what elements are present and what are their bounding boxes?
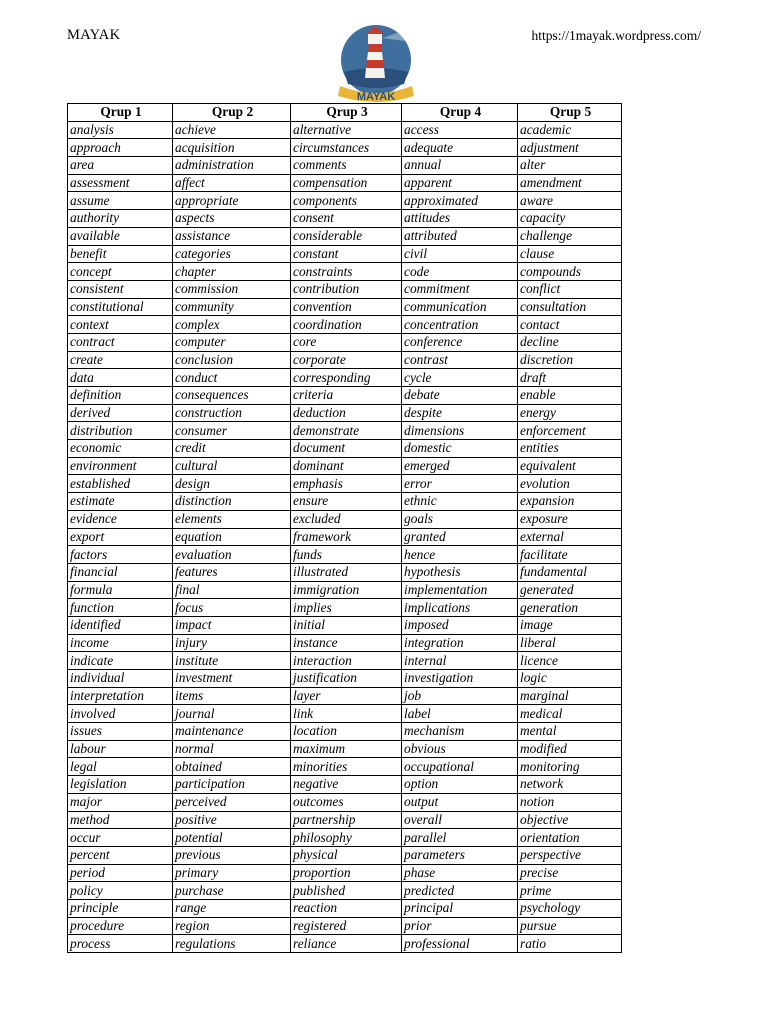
column-header: Qrup 5 [518,104,622,122]
table-cell: funds [291,546,402,564]
table-cell: affect [173,174,291,192]
table-cell: assessment [68,174,173,192]
table-cell: apparent [402,174,518,192]
table-cell: civil [402,245,518,263]
table-cell: create [68,351,173,369]
table-cell: region [173,917,291,935]
table-cell: perspective [518,846,622,864]
table-cell: equivalent [518,457,622,475]
table-cell: aspects [173,210,291,228]
table-cell: ratio [518,935,622,953]
table-cell: attributed [402,227,518,245]
table-cell: normal [173,740,291,758]
table-row [68,917,622,935]
table-cell: complex [173,316,291,334]
table-cell: available [68,227,173,245]
table-cell: constraints [291,263,402,281]
table-row [68,811,622,829]
table-cell: modified [518,740,622,758]
table-cell: authority [68,210,173,228]
table-cell: adjustment [518,139,622,157]
table-cell: elements [173,510,291,528]
header-url[interactable]: https://1mayak.wordpress.com/ [531,28,701,43]
table-cell: reliance [291,935,402,953]
table-cell: image [518,616,622,634]
table-cell: emerged [402,457,518,475]
column-header: Qrup 4 [402,104,518,122]
table-cell: excluded [291,510,402,528]
table-cell: conflict [518,280,622,298]
table-cell: hypothesis [402,563,518,581]
table-cell: emphasis [291,475,402,493]
table-cell: perceived [173,793,291,811]
table-cell: obtained [173,758,291,776]
table-cell: function [68,599,173,617]
table-cell: investigation [402,670,518,688]
table-cell: licence [518,652,622,670]
table-cell: reaction [291,899,402,917]
table-row [68,157,622,175]
table-cell: marginal [518,687,622,705]
table-cell: concept [68,263,173,281]
table-cell: design [173,475,291,493]
column-header: Qrup 2 [173,104,291,122]
table-cell: concentration [402,316,518,334]
table-cell: context [68,316,173,334]
table-cell: deduction [291,404,402,422]
table-cell: communication [402,298,518,316]
table-cell: maximum [291,740,402,758]
table-cell: involved [68,705,173,723]
table-cell: decline [518,333,622,351]
table-row [68,139,622,157]
table-cell: investment [173,670,291,688]
table-cell: economic [68,440,173,458]
table-cell: legal [68,758,173,776]
table-cell: dimensions [402,422,518,440]
table-row [68,846,622,864]
table-cell: derived [68,404,173,422]
table-cell: parallel [402,829,518,847]
table-cell: ensure [291,493,402,511]
table-cell: corporate [291,351,402,369]
table-cell: published [291,882,402,900]
table-row [68,475,622,493]
table-cell: prime [518,882,622,900]
table-cell: export [68,528,173,546]
table-cell: core [291,333,402,351]
table-cell: enable [518,387,622,405]
table-cell: principal [402,899,518,917]
table-row [68,670,622,688]
table-row [68,740,622,758]
table-cell: formula [68,581,173,599]
table-cell: pursue [518,917,622,935]
table-cell: expansion [518,493,622,511]
table-cell: contribution [291,280,402,298]
mayak-logo [330,20,422,104]
table-cell: equation [173,528,291,546]
table-cell: indicate [68,652,173,670]
table-cell: regulations [173,935,291,953]
table-row [68,599,622,617]
table-row [68,422,622,440]
table-cell: notion [518,793,622,811]
table-cell: comments [291,157,402,175]
logo-tower-band-4 [365,68,385,78]
table-cell: justification [291,670,402,688]
table-row [68,546,622,564]
table-row [68,369,622,387]
table-cell: objective [518,811,622,829]
table-cell: major [68,793,173,811]
table-row [68,758,622,776]
table-cell: distribution [68,422,173,440]
table-cell: occur [68,829,173,847]
table-cell: categories [173,245,291,263]
table-header-row [68,104,622,122]
table-cell: academic [518,121,622,139]
table-cell: compensation [291,174,402,192]
logo-tower-band-1 [368,44,382,52]
table-cell: professional [402,935,518,953]
table-cell: financial [68,563,173,581]
table-cell: primary [173,864,291,882]
table-cell: definition [68,387,173,405]
table-cell: focus [173,599,291,617]
table-cell: evaluation [173,546,291,564]
column-header: Qrup 1 [68,104,173,122]
table-cell: initial [291,616,402,634]
table-cell: imposed [402,616,518,634]
table-cell: mechanism [402,723,518,741]
table-cell: clause [518,245,622,263]
table-cell: community [173,298,291,316]
table-cell: philosophy [291,829,402,847]
table-cell: generation [518,599,622,617]
table-row [68,387,622,405]
table-cell: interaction [291,652,402,670]
table-cell: method [68,811,173,829]
table-cell: overall [402,811,518,829]
table-cell: ethnic [402,493,518,511]
table-cell: external [518,528,622,546]
table-cell: error [402,475,518,493]
table-cell: approach [68,139,173,157]
logo-tower-band-3 [366,60,384,68]
table-cell: code [402,263,518,281]
table-cell: option [402,776,518,794]
table-cell: consumer [173,422,291,440]
table-cell: parameters [402,846,518,864]
table-row [68,634,622,652]
table-row [68,333,622,351]
table-cell: commitment [402,280,518,298]
table-cell: data [68,369,173,387]
logo-tower-band-2 [367,52,383,60]
table-cell: distinction [173,493,291,511]
table-cell: administration [173,157,291,175]
table-row [68,245,622,263]
table-cell: framework [291,528,402,546]
table-cell: achieve [173,121,291,139]
table-row [68,581,622,599]
table-cell: logic [518,670,622,688]
column-header: Qrup 3 [291,104,402,122]
table-cell: interpretation [68,687,173,705]
table-cell: injury [173,634,291,652]
table-cell: estimate [68,493,173,511]
table-cell: capacity [518,210,622,228]
table-cell: contact [518,316,622,334]
table-cell: psychology [518,899,622,917]
table-cell: previous [173,846,291,864]
table-cell: location [291,723,402,741]
table-cell: liberal [518,634,622,652]
table-cell: label [402,705,518,723]
table-cell: identified [68,616,173,634]
table-cell: registered [291,917,402,935]
table-cell: policy [68,882,173,900]
table-cell: consequences [173,387,291,405]
table-cell: conclusion [173,351,291,369]
table-cell: contract [68,333,173,351]
logo-text: MAYAK [356,91,396,103]
table-cell: energy [518,404,622,422]
table-cell: convention [291,298,402,316]
table-cell: illustrated [291,563,402,581]
table-cell: constitutional [68,298,173,316]
table-cell: participation [173,776,291,794]
table-cell: evolution [518,475,622,493]
table-cell: corresponding [291,369,402,387]
table-cell: physical [291,846,402,864]
table-row [68,440,622,458]
table-cell: proportion [291,864,402,882]
table-cell: amendment [518,174,622,192]
table-cell: positive [173,811,291,829]
table-cell: obvious [402,740,518,758]
table-row [68,723,622,741]
table-cell: institute [173,652,291,670]
table-cell: income [68,634,173,652]
table-cell: construction [173,404,291,422]
table-cell: factors [68,546,173,564]
table-cell: dominant [291,457,402,475]
table-row [68,174,622,192]
table-cell: phase [402,864,518,882]
table-cell: occupational [402,758,518,776]
table-row [68,351,622,369]
table-row [68,192,622,210]
table-cell: issues [68,723,173,741]
table-cell: alternative [291,121,402,139]
table-cell: individual [68,670,173,688]
table-cell: outcomes [291,793,402,811]
table-cell: items [173,687,291,705]
table-cell: discretion [518,351,622,369]
table-cell: circumstances [291,139,402,157]
table-cell: domestic [402,440,518,458]
table-row [68,616,622,634]
table-row [68,210,622,228]
table-cell: journal [173,705,291,723]
table-cell: medical [518,705,622,723]
table-row [68,563,622,581]
table-cell: implications [402,599,518,617]
table-cell: conference [402,333,518,351]
table-cell: cultural [173,457,291,475]
table-row [68,935,622,953]
table-cell: potential [173,829,291,847]
table-cell: features [173,563,291,581]
table-cell: cycle [402,369,518,387]
table-cell: job [402,687,518,705]
table-cell: facilitate [518,546,622,564]
table-cell: negative [291,776,402,794]
table-row [68,652,622,670]
logo-tower-top [368,34,382,44]
table-cell: credit [173,440,291,458]
table-row [68,510,622,528]
table-cell: computer [173,333,291,351]
table-cell: network [518,776,622,794]
table-row [68,899,622,917]
table-cell: implies [291,599,402,617]
table-row [68,280,622,298]
table-cell: contrast [402,351,518,369]
table-cell: purchase [173,882,291,900]
table-cell: components [291,192,402,210]
table-cell: evidence [68,510,173,528]
table-cell: assume [68,192,173,210]
table-row [68,316,622,334]
table-cell: predicted [402,882,518,900]
table-cell: final [173,581,291,599]
table-cell: consent [291,210,402,228]
table-cell: goals [402,510,518,528]
table-cell: appropriate [173,192,291,210]
table-cell: acquisition [173,139,291,157]
table-cell: consultation [518,298,622,316]
table-cell: established [68,475,173,493]
table-row [68,776,622,794]
table-row [68,705,622,723]
table-cell: draft [518,369,622,387]
table-cell: challenge [518,227,622,245]
table-cell: approximated [402,192,518,210]
table-cell: aware [518,192,622,210]
table-cell: assistance [173,227,291,245]
table-cell: environment [68,457,173,475]
table-cell: procedure [68,917,173,935]
table-row [68,493,622,511]
table-cell: access [402,121,518,139]
table-cell: output [402,793,518,811]
table-cell: precise [518,864,622,882]
table-cell: commission [173,280,291,298]
table-cell: entities [518,440,622,458]
table-cell: mental [518,723,622,741]
table-row [68,687,622,705]
table-cell: link [291,705,402,723]
table-cell: granted [402,528,518,546]
table-cell: minorities [291,758,402,776]
table-cell: immigration [291,581,402,599]
table-cell: impact [173,616,291,634]
table-row [68,263,622,281]
table-row [68,864,622,882]
table-cell: analysis [68,121,173,139]
table-cell: principle [68,899,173,917]
table-cell: attitudes [402,210,518,228]
table-cell: benefit [68,245,173,263]
table-cell: conduct [173,369,291,387]
table-cell: legislation [68,776,173,794]
table-cell: period [68,864,173,882]
table-cell: layer [291,687,402,705]
table-cell: area [68,157,173,175]
table-cell: process [68,935,173,953]
table-row [68,829,622,847]
table-cell: despite [402,404,518,422]
table-cell: document [291,440,402,458]
table-cell: chapter [173,263,291,281]
table-row [68,457,622,475]
table-row [68,121,622,139]
table-cell: generated [518,581,622,599]
vocabulary-table [67,103,622,953]
table-cell: maintenance [173,723,291,741]
table-cell: enforcement [518,422,622,440]
table-cell: internal [402,652,518,670]
table-cell: annual [402,157,518,175]
table-cell: orientation [518,829,622,847]
table-cell: debate [402,387,518,405]
table-cell: adequate [402,139,518,157]
table-cell: considerable [291,227,402,245]
table-cell: percent [68,846,173,864]
table-cell: coordination [291,316,402,334]
table-cell: compounds [518,263,622,281]
table-cell: partnership [291,811,402,829]
table-row [68,404,622,422]
table-cell: instance [291,634,402,652]
table-cell: consistent [68,280,173,298]
table-cell: range [173,899,291,917]
table-cell: integration [402,634,518,652]
table-cell: prior [402,917,518,935]
table-cell: constant [291,245,402,263]
table-row [68,882,622,900]
table-row [68,298,622,316]
table-cell: labour [68,740,173,758]
table-cell: hence [402,546,518,564]
table-row [68,793,622,811]
table-cell: fundamental [518,563,622,581]
table-cell: demonstrate [291,422,402,440]
table-cell: criteria [291,387,402,405]
table-cell: monitoring [518,758,622,776]
table-cell: implementation [402,581,518,599]
table-row [68,227,622,245]
table-cell: alter [518,157,622,175]
table-cell: exposure [518,510,622,528]
table-row [68,528,622,546]
header-brand: MAYAK [67,27,121,43]
